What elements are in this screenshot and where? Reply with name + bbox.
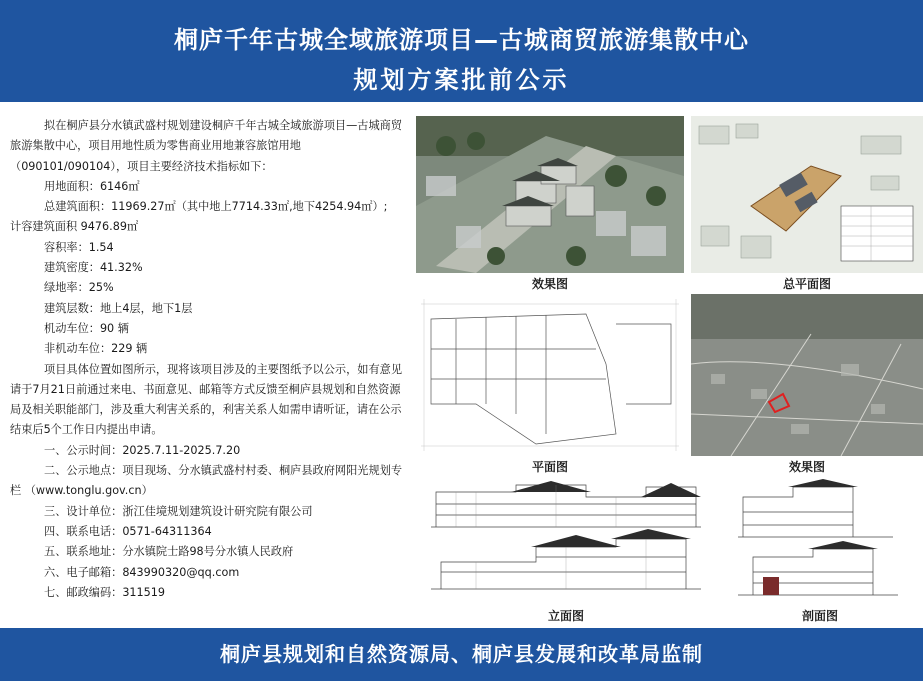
notice-paragraph: 项目具体位置如图所示，现将该项目涉及的主要图纸予以公示，如有意见请于7月21日前通过来电、书面意见、邮箱等方式反馈至桐庐县规划和自然资源局及相关职能部门，涉及重大利害关系的，利害关系人如需申请听证，请在公示结束后5个工作日内提出申请。 bbox=[10, 362, 403, 437]
caption-location: 效果图 bbox=[788, 460, 825, 474]
caption-site-plan: 总平面图 bbox=[782, 277, 831, 291]
item-address: 五、联系地址：分水镇院士路98号分水镇人民政府 bbox=[44, 545, 294, 559]
page-title: 桐庐千年古城全域旅游项目—古城商贸旅游集散中心 bbox=[174, 26, 749, 54]
floor-plan-image bbox=[416, 294, 684, 456]
indicator-far: 容积率：1.54 bbox=[44, 240, 114, 254]
indicator-motor-parking: 机动车位：90 辆 bbox=[44, 321, 129, 335]
caption-rendering: 效果图 bbox=[531, 277, 568, 291]
caption-elevation: 立面图 bbox=[547, 609, 584, 623]
indicator-nonmotor-parking: 非机动车位：229 辆 bbox=[44, 342, 148, 356]
indicator-far-area: 计容建筑面积 9476.89㎡ bbox=[10, 220, 139, 234]
page-subtitle: 规划方案批前公示 bbox=[353, 66, 570, 94]
indicator-green: 绿地率：25% bbox=[44, 281, 114, 295]
caption-floor-plan: 平面图 bbox=[531, 460, 568, 474]
item-time: 一、公示时间：2025.7.11-2025.7.20 bbox=[44, 443, 241, 457]
indicator-floors: 建筑层数：地上4层，地下1层 bbox=[44, 301, 193, 315]
intro-paragraph: 拟在桐庐县分水镇武盛村规划建设桐庐千年古城全域旅游项目—古城商贸旅游集散中心，项目用地性质为零售商业用地兼容旅馆用地（090101/090104），项目主要经济技术指标如下： bbox=[10, 119, 403, 173]
indicator-gross-area: 总建筑面积：11969.27㎡（其中地上7714.33㎡,地下4254.94㎡）; bbox=[44, 200, 388, 214]
rendering-image bbox=[416, 116, 684, 273]
section-image bbox=[723, 477, 917, 606]
announcement-text bbox=[10, 116, 408, 603]
indicator-land-area: 用地面积：6146㎡ bbox=[44, 179, 140, 193]
site-plan-image bbox=[691, 116, 923, 273]
indicator-density: 建筑密度：41.32% bbox=[44, 261, 143, 275]
header-banner bbox=[0, 0, 923, 102]
caption-section: 剖面图 bbox=[801, 609, 838, 623]
elevation-image bbox=[416, 477, 716, 606]
footer-banner: 桐庐县规划和自然资源局、桐庐县发展和改革局监制 bbox=[0, 628, 923, 681]
item-postcode: 七、邮政编码：311519 bbox=[44, 585, 166, 599]
item-designer: 三、设计单位：浙江佳境规划建筑设计研究院有限公司 bbox=[44, 504, 313, 518]
location-map-image bbox=[691, 294, 923, 456]
item-email: 六、电子邮箱：843990320@qq.com bbox=[44, 565, 240, 579]
item-phone: 四、联系电话：0571-64311364 bbox=[44, 524, 212, 538]
item-place: 二、公示地点：项目现场、分水镇武盛村村委、桐庐县政府网阳光规划专栏 （www.tonglu.gov.cn） bbox=[10, 464, 403, 498]
